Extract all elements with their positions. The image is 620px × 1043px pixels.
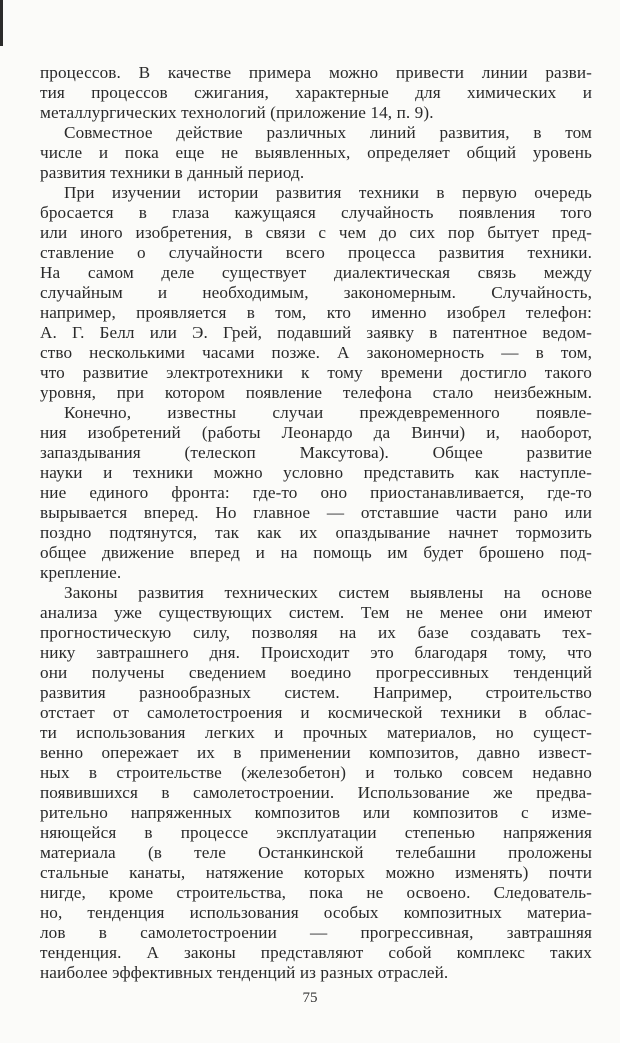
text-line: поздно подтянутся, так как их опаздывание начнет тормозить	[40, 523, 592, 542]
text-line: уровня, при котором появление телефона стало неизбежным.	[40, 383, 592, 402]
text-line: общее движение вперед и на помощь им будет брошено под-	[40, 543, 592, 562]
text-line: А. Г. Белл или Э. Грей, подавший заявку в патентное ведом-	[40, 323, 592, 342]
text-line: венно опережает их в применении композитов, давно извест-	[40, 743, 592, 762]
text-line: запаздывания (телескоп Максутова). Общее развитие	[40, 443, 592, 462]
text-line: рительно напряженных композитов или композитов с изме-	[40, 803, 592, 822]
text-line: анализа уже существующих систем. Тем не менее они имеют	[40, 603, 592, 622]
text-line: наиболее эффективных тенденций из разных отраслей.	[40, 963, 449, 982]
text-line: Законы развития технических систем выявлены на основе	[64, 583, 592, 602]
text-line: стальные канаты, натяжение которых можно изменять) почти	[40, 863, 592, 882]
text-line: числе и пока еще не выявленных, определяет общий уровень	[40, 143, 592, 162]
text-line: На самом деле существует диалектическая связь между	[40, 263, 592, 282]
text-line: Конечно, известны случаи преждевременного появле-	[64, 403, 592, 422]
text-line: отстает от самолетостроения и космической техники в облас-	[40, 703, 592, 722]
paragraph	[40, 403, 592, 583]
paragraph	[40, 123, 592, 183]
text-line: ство несколькими часами позже. А закономерность — в том,	[40, 343, 592, 362]
paragraph	[40, 63, 592, 123]
text-line: При изучении истории развития техники в первую очередь	[64, 183, 592, 202]
text-line: ти использования легких и прочных материалов, но сущест-	[40, 723, 592, 742]
text-line: лов в самолетостроении — прогрессивная, завтрашняя	[40, 923, 592, 942]
scan-edge-shadow	[0, 0, 3, 46]
text-line: ставление о случайности всего процесса развития техники.	[40, 243, 592, 262]
text-line: что развитие электротехники к тому времени достигло такого	[40, 363, 592, 382]
text-line: случайным и необходимым, закономерным. Случайность,	[40, 283, 592, 302]
paragraph	[40, 183, 592, 403]
text-line: крепление.	[40, 563, 122, 582]
text-line: тия процессов сжигания, характерные для химических и	[40, 83, 592, 102]
text-line: они получены сведением воедино прогрессивных тенденций	[40, 663, 592, 682]
text-line: бросается в глаза кажущаяся случайность появления того	[40, 203, 592, 222]
text-line: Совместное действие различных линий развития, в том	[64, 123, 592, 142]
text-line: науки и техники можно условно представить как наступле-	[40, 463, 592, 482]
text-line: развития техники в данный период.	[40, 163, 305, 182]
text-line: появившихся в самолетостроении. Использование же предва-	[40, 783, 592, 802]
text-line: но, тенденция использования особых композитных материа-	[40, 903, 592, 922]
page-body	[40, 63, 592, 983]
text-line: например, проявляется в том, кто именно изобрел телефон:	[40, 303, 592, 322]
page-number: 75	[302, 990, 318, 1006]
text-line: вырывается вперед. Но главное — отставшие части рано или	[40, 503, 592, 522]
text-line: процессов. В качестве примера можно привести линии разви-	[40, 63, 592, 82]
text-line: ния изобретений (работы Леонардо да Винчи) и, наоборот,	[40, 423, 592, 442]
text-line: прогностическую силу, позволяя на их базе создавать тех-	[40, 623, 592, 642]
text-line: развития разнообразных систем. Например, строительство	[40, 683, 592, 702]
text-line: ных в строительстве (железобетон) и только совсем недавно	[40, 763, 592, 782]
text-line: материала (в теле Останкинской телебашни проложены	[40, 843, 592, 862]
text-line: нику завтрашнего дня. Происходит это благодаря тому, что	[40, 643, 592, 662]
text-line: или иного изобретения, в связи с чем до сих пор бытует пред-	[40, 223, 592, 242]
paragraph	[40, 583, 592, 983]
text-line: нигде, кроме строительства, пока не освоено. Следователь-	[40, 883, 592, 902]
text-line: тенденция. А законы представляют собой комплекс таких	[40, 943, 592, 962]
text-line: металлургических технологий (приложение 14, п. 9).	[40, 103, 434, 122]
text-line: няющейся в процессе эксплуатации степенью напряжения	[40, 823, 592, 842]
text-line: ние единого фронта: где-то оно приостанавливается, где-то	[40, 483, 592, 502]
